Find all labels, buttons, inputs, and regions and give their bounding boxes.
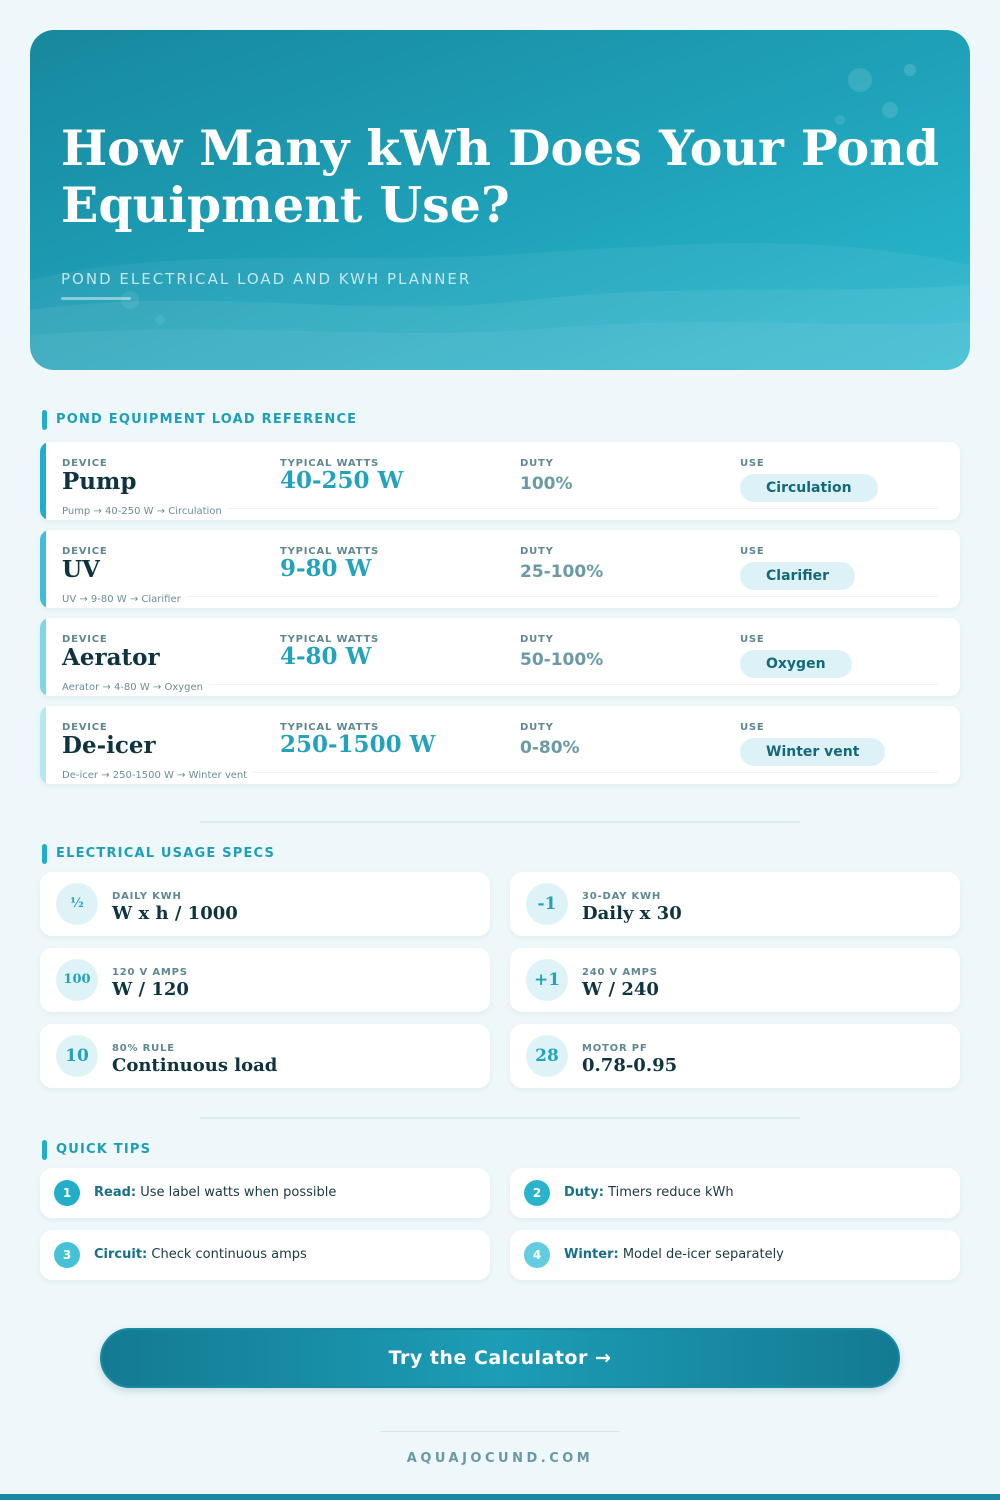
tip-card-read — [40, 1168, 490, 1218]
row-footnote: De-icer → 250-1500 W → Winter vent — [62, 770, 253, 781]
tip-body: Timers reduce kWh — [603, 1185, 734, 1200]
section-divider — [200, 821, 800, 823]
tip-title: Duty: — [564, 1185, 604, 1200]
device-watts: 250-1500 W — [280, 731, 436, 758]
device-duty: 50-100% — [520, 650, 604, 670]
tip-title: Circuit: — [94, 1247, 148, 1262]
spec-icon: +1 — [526, 959, 568, 1001]
use-badge: Clarifier — [740, 562, 855, 590]
tip-number: 3 — [54, 1242, 80, 1268]
use-label: USE — [740, 634, 765, 645]
device-watts: 40-250 W — [280, 467, 404, 494]
spec-card-motor-pf — [510, 1024, 960, 1088]
spec-icon: 28 — [526, 1035, 568, 1077]
device-duty: 100% — [520, 474, 573, 494]
tip-body: Model de-icer separately — [618, 1247, 784, 1262]
section-title: POND EQUIPMENT LOAD REFERENCE — [56, 412, 358, 427]
section-divider — [200, 1117, 800, 1119]
row-accent — [40, 618, 46, 696]
title-underline — [61, 297, 131, 300]
row-accent — [40, 706, 46, 784]
try-calculator-button[interactable]: Try the Calculator → — [100, 1328, 900, 1388]
row-footnote: Aerator → 4-80 W → Oxygen — [62, 682, 209, 693]
device-row-uv — [40, 530, 960, 608]
device-watts: 9-80 W — [280, 555, 372, 582]
section-accent-bar — [42, 844, 47, 864]
device-label: DEVICE — [62, 458, 108, 469]
spec-card-120v-amps — [40, 948, 490, 1012]
tip-card-winter — [510, 1230, 960, 1280]
tip-title: Winter: — [564, 1247, 619, 1262]
spec-icon: 10 — [56, 1035, 98, 1077]
row-divider — [62, 596, 938, 597]
footer-divider — [380, 1431, 620, 1432]
device-duty: 25-100% — [520, 562, 604, 582]
device-row-aerator — [40, 618, 960, 696]
use-label: USE — [740, 722, 765, 733]
tip-card-duty — [510, 1168, 960, 1218]
section-title: ELECTRICAL USAGE SPECS — [56, 846, 276, 861]
spec-label: 120 V AMPS — [112, 967, 188, 978]
device-label: DEVICE — [62, 634, 108, 645]
section-title: QUICK TIPS — [56, 1142, 152, 1157]
use-badge: Oxygen — [740, 650, 852, 678]
watts-label: TYPICAL WATTS — [280, 546, 380, 557]
spec-label: DAILY KWH — [112, 891, 182, 902]
spec-value: Daily x 30 — [582, 903, 682, 924]
duty-label: DUTY — [520, 458, 554, 469]
spec-value: Continuous load — [112, 1055, 278, 1076]
spec-value: W x h / 1000 — [112, 903, 238, 924]
spec-label: 30-DAY KWH — [582, 891, 662, 902]
tip-text — [94, 1185, 336, 1200]
duty-label: DUTY — [520, 634, 554, 645]
tip-card-circuit — [40, 1230, 490, 1280]
spec-label: 240 V AMPS — [582, 967, 658, 978]
use-badge: Circulation — [740, 474, 878, 502]
spec-card-240v-amps — [510, 948, 960, 1012]
row-accent — [40, 530, 46, 608]
row-footnote: Pump → 40-250 W → Circulation — [62, 506, 228, 517]
spec-icon: 100 — [56, 959, 98, 1001]
tip-number: 2 — [524, 1180, 550, 1206]
watts-label: TYPICAL WATTS — [280, 458, 380, 469]
device-row-pump — [40, 442, 960, 520]
spec-card-80-rule — [40, 1024, 490, 1088]
use-badge: Winter vent — [740, 738, 885, 766]
device-name: UV — [62, 556, 100, 583]
bottom-accent-bar — [0, 1494, 1000, 1500]
spec-card-30-day-kwh — [510, 872, 960, 936]
tip-text — [94, 1247, 307, 1262]
device-name: Pump — [62, 468, 137, 495]
section-accent-bar — [42, 1140, 47, 1160]
spec-icon: ½ — [56, 883, 98, 925]
device-label: DEVICE — [62, 722, 108, 733]
use-label: USE — [740, 546, 765, 557]
tip-body: Use label watts when possible — [136, 1185, 337, 1200]
device-watts: 4-80 W — [280, 643, 372, 670]
tip-number: 1 — [54, 1180, 80, 1206]
device-name: De-icer — [62, 732, 156, 759]
spec-label: 80% RULE — [112, 1043, 175, 1054]
section-accent-bar — [42, 410, 47, 430]
row-accent — [40, 442, 46, 520]
tip-body: Check continuous amps — [147, 1247, 307, 1262]
spec-value: 0.78-0.95 — [582, 1055, 678, 1076]
page-title: How Many kWh Does Your Pond Equipment Use? — [61, 119, 940, 234]
duty-label: DUTY — [520, 546, 554, 557]
spec-value: W / 240 — [582, 979, 659, 1000]
device-label: DEVICE — [62, 546, 108, 557]
tip-number: 4 — [524, 1242, 550, 1268]
spec-icon: -1 — [526, 883, 568, 925]
watts-label: TYPICAL WATTS — [280, 634, 380, 645]
device-duty: 0-80% — [520, 738, 580, 758]
tip-text — [564, 1247, 784, 1262]
spec-label: MOTOR PF — [582, 1043, 648, 1054]
duty-label: DUTY — [520, 722, 554, 733]
tip-title: Read: — [94, 1185, 137, 1200]
site-url[interactable]: AQUAJOCUND.COM — [406, 1451, 594, 1466]
device-name: Aerator — [62, 644, 160, 671]
page-subtitle: POND ELECTRICAL LOAD AND KWH PLANNER — [61, 270, 472, 288]
hero-banner — [30, 30, 970, 370]
tip-text — [564, 1185, 734, 1200]
spec-value: W / 120 — [112, 979, 189, 1000]
watts-label: TYPICAL WATTS — [280, 722, 380, 733]
device-row-de-icer — [40, 706, 960, 784]
use-label: USE — [740, 458, 765, 469]
row-footnote: UV → 9-80 W → Clarifier — [62, 594, 187, 605]
spec-card-daily-kwh — [40, 872, 490, 936]
